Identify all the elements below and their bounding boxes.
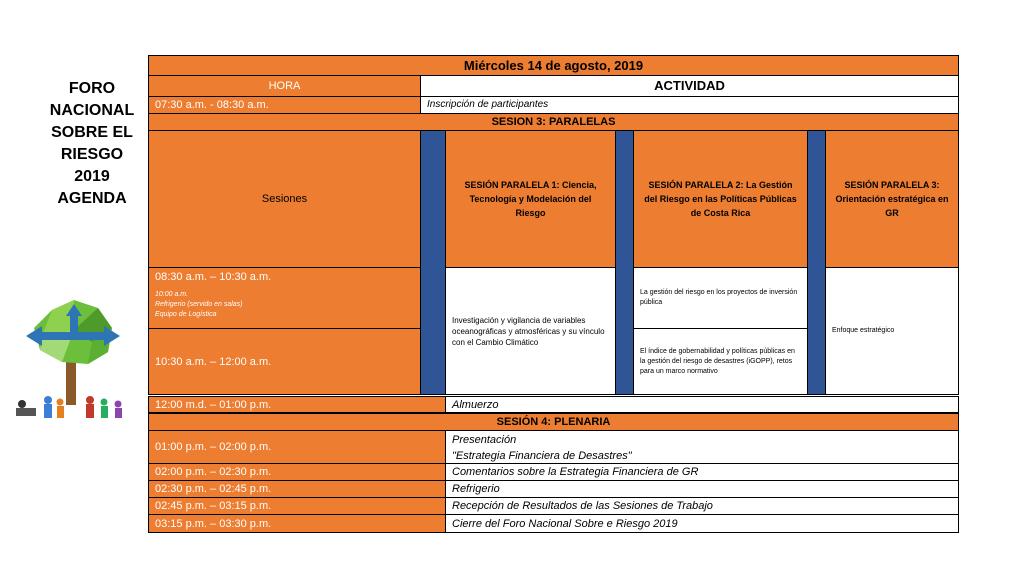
activity-cell: Comentarios sobre la Estrategia Financiera de GR [445, 463, 959, 481]
time-cell: 02:45 p.m. – 03:15 p.m. [148, 497, 446, 515]
side-title-line: FORO [68, 80, 116, 97]
side-title-line: RIESGO [60, 146, 124, 163]
activity-cell: Cierre del Foro Nacional Sobre e Riesgo 2019 [445, 514, 959, 533]
tree-logo-icon [12, 300, 134, 425]
side-title-line: 2019 [74, 168, 110, 185]
time-cell: 02:00 p.m. – 02:30 p.m. [148, 463, 446, 481]
parallel-session-3: SESIÓN PARALELA 3: Orientación estratégica en GR [825, 130, 959, 268]
side-title-line: SOBRE EL [51, 124, 133, 141]
actividad-header: ACTIVIDAD [420, 75, 959, 97]
sesiones-label: Sesiones [148, 130, 421, 268]
p2-topic-1: La gestión del riesgo en los proyectos de inversión pública [633, 267, 808, 329]
activity-cell: Refrigerio [445, 480, 959, 498]
activity-cell: Almuerzo [445, 396, 959, 413]
side-title-line: AGENDA [57, 190, 127, 207]
break-note: 10:00 a.m. [155, 291, 189, 298]
time-cell: 02:30 p.m. – 02:45 p.m. [148, 480, 446, 498]
blue-spacer [615, 130, 634, 395]
break-note: Refrigerio (servido en salas) [155, 301, 243, 308]
blue-spacer [807, 130, 826, 395]
date-header: Miércoles 14 de agosto, 2019 [148, 55, 959, 76]
activity-line: "Estrategia Financiera de Desastres" [452, 450, 632, 462]
session4-header: SESIÓN 4: PLENARIA [148, 413, 959, 431]
p1-topic: Investigación y vigilancia de variables oceanográficas y atmosféricas y su vínculo con el Cambio Climático [445, 267, 616, 395]
time-cell: 07:30 a.m. - 08:30 a.m. [148, 96, 421, 114]
p3-topic: Enfoque estratégico [825, 267, 959, 395]
blue-spacer [420, 130, 446, 395]
side-title-line: NACIONAL [49, 102, 135, 119]
activity-cell: Recepción de Resultados de las Sesiones de Trabajo [445, 497, 959, 515]
parallel-session-1: SESIÓN PARALELA 1: Ciencia, Tecnología y Modelación del Riesgo [445, 130, 616, 268]
break-note: Equipo de Logística [155, 311, 217, 318]
time-slot-1 [148, 267, 421, 329]
activity-line: Presentación [452, 434, 517, 446]
time-slot-2: 10:30 a.m. – 12:00 a.m. [148, 328, 421, 395]
time-cell: 01:00 p.m. – 02:00 p.m. [148, 430, 446, 464]
hora-header: HORA [148, 75, 421, 97]
activity-cell [445, 430, 959, 464]
parallel-session-2: SESIÓN PARALELA 2: La Gestión del Riesgo en las Políticas Públicas de Costa Rica [633, 130, 808, 268]
time-cell: 03:15 p.m. – 03:30 p.m. [148, 514, 446, 533]
session3-header: SESION 3: PARALELAS [148, 113, 959, 131]
time-cell: 12:00 m.d. – 01:00 p.m. [148, 396, 446, 413]
p2-topic-2: El índice de gobernabilidad y políticas públicas en la gestión del riesgo de desastres (iGOPP), retos para un marco normativo [633, 328, 808, 395]
agenda-side-title [22, 78, 162, 210]
activity-cell: Inscripción de participantes [420, 96, 959, 114]
time-label: 08:30 a.m. – 10:30 a.m. [155, 271, 272, 283]
